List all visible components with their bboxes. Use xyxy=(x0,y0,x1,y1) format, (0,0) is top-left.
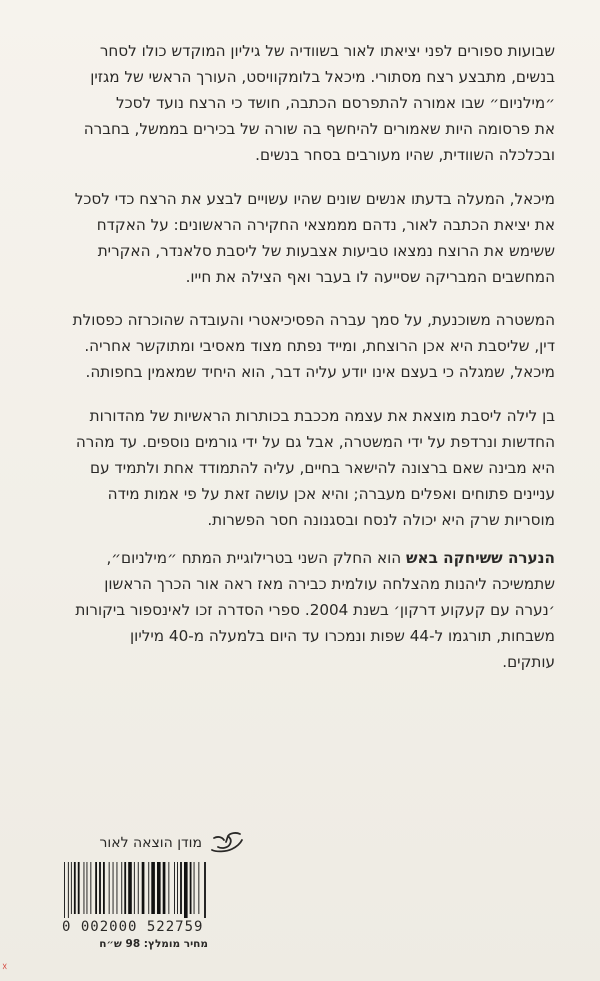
barcode-bar xyxy=(128,862,132,914)
barcode-bar xyxy=(90,862,91,914)
barcode-bar xyxy=(184,862,188,918)
paragraph-1 xyxy=(50,38,555,168)
barcode-bar xyxy=(109,862,110,914)
barcode-bar xyxy=(157,862,161,914)
text-line: שבועות ספורים לפני יציאתו לאור בשוודיה של גיליון המוקדש כולו לסחר xyxy=(99,42,555,60)
barcode-bar xyxy=(117,862,118,914)
text-line: דין, שליסבת היא אכן הרוצחת, ומייד נפתח מצוד מאסיבי ומתוקשר אחריה. xyxy=(84,337,555,355)
book-title-bold: הנערה ששיחקה באש xyxy=(406,549,555,567)
text-line: ׳נערה עם קעקוע דרקון׳ בשנת 2004. ספרי הסדרה זכו לאינספור ביקורות xyxy=(75,601,555,619)
paragraph-4 xyxy=(50,403,555,533)
barcode-icon xyxy=(62,862,212,918)
barcode-bar xyxy=(87,862,88,914)
barcode-bar xyxy=(163,862,166,914)
barcode-bar xyxy=(177,862,178,914)
text-line: מיכאל, שמגלה כי בעצם אינו יודע עליה דבר, הוא היחיד שמאמין בחפותה. xyxy=(85,363,555,381)
barcode-bar xyxy=(124,862,126,914)
paragraph-3 xyxy=(50,307,555,385)
barcode-bar xyxy=(168,862,169,914)
barcode-block xyxy=(62,862,212,935)
barcode-bar xyxy=(180,862,182,914)
text-line: בן לילה ליסבת מוצאת את עצמה מככבת בכותרות הראשיות של מהדורות xyxy=(89,407,555,425)
paragraph-2 xyxy=(50,186,555,290)
barcode-bar xyxy=(68,862,69,918)
text-line: ״מילניום״ שבו אמורה להתפרסם הכתבה, חושד כי הרצח נועד לסכל xyxy=(116,94,555,112)
text-line: שתמשיכה ליהנות מהצלחה עולמית כבירה מאז ראה אור הכרך הראשון xyxy=(104,575,555,593)
barcode-bar xyxy=(190,862,192,914)
text-line: ובכלכלה השוודית, שהיו מעורבים בסחר בנשים. xyxy=(255,146,555,164)
text-line: את פרסומה היות שאמורים להיחשף בה שורה של בכירים בממשל, בחברה xyxy=(83,120,555,138)
text-line: המשטרה משוכנעת, על סמך עברה הפסיכיאטרי והעובדה שהוכרזה כפסולת xyxy=(72,311,555,329)
text-line: בנשים, מתבצע רצח מסתורי. מיכאל בלומקוויסט, העורך הראשי של מגזין xyxy=(90,68,555,86)
text-line: עותקים. xyxy=(502,653,555,671)
barcode-bar xyxy=(78,862,80,914)
barcode-bar xyxy=(174,862,175,914)
barcode-bar xyxy=(121,862,122,914)
barcode-bar xyxy=(113,862,114,914)
text-line: מיכאל, המעלה בדעתו אנשים שונים שהיו עשויים לבצע את הרצח כדי לסכל xyxy=(74,190,555,208)
text-line: החדשות ונרדפת על ידי המשטרה, אבל גם על ידי גורמים נוספים. עד מהרה xyxy=(75,433,555,451)
barcode-bar xyxy=(134,862,135,914)
barcode-bar xyxy=(71,862,72,914)
text-line: ששימש את הרוצח נמצאו טביעות אצבעות של ליסבת סלאנדר, האקרית xyxy=(97,242,555,260)
barcode-bar xyxy=(198,862,199,914)
barcode-bar xyxy=(64,862,65,918)
text-line: משבחות, תורגמו ל-44 שפות ונמכרו עד היום בלמעלה מ-40 מיליון xyxy=(130,627,555,645)
text-line: את יציאת הכתבה לאור, נדהם מממצאי החקירה הראשונים: על האקדח xyxy=(96,216,555,234)
paragraph-5 xyxy=(50,545,555,675)
barcode-bar xyxy=(194,862,195,914)
text-line: המחשבים המבריקה שסייעה לו בעבר ואף הצילה את חייו. xyxy=(185,268,555,286)
publisher-name: מודן הוצאה לאור xyxy=(99,835,202,851)
barcode-bar xyxy=(151,862,155,914)
publisher-logo xyxy=(66,830,246,856)
barcode-bar xyxy=(74,862,76,914)
barcode-bar xyxy=(142,862,145,914)
text-line xyxy=(50,545,555,571)
barcode-number: 0 002000 522759 xyxy=(62,919,204,935)
modan-logo-icon xyxy=(206,830,246,856)
text-line: מוסריות שרק היא יכולה לנסח ובסגנונה חסר הפשרות. xyxy=(207,511,555,529)
text-line: עניינים פתוחים ואפלים מעברה; והיא אכן עושה זאת על פי אמות מידה xyxy=(107,485,555,503)
barcode-bar xyxy=(95,862,97,914)
barcode-bar xyxy=(148,862,149,914)
price-label: מחיר מומלץ: 98 ש״ח xyxy=(99,938,208,950)
barcode-bar xyxy=(138,862,139,914)
text-line: היא מבינה שאם ברצונה להישאר בחיים, עליה להתמודד אחת ולתמיד עם xyxy=(90,459,555,477)
corner-mark: ☓ xyxy=(2,962,8,973)
barcode-bar xyxy=(103,862,105,914)
text-line-rest: הוא החלק השני בטרילוגיית המתח ״מילניום״, xyxy=(106,549,407,567)
barcode-bar xyxy=(204,862,206,918)
barcode-bar xyxy=(84,862,85,914)
barcode-bar xyxy=(99,862,101,914)
